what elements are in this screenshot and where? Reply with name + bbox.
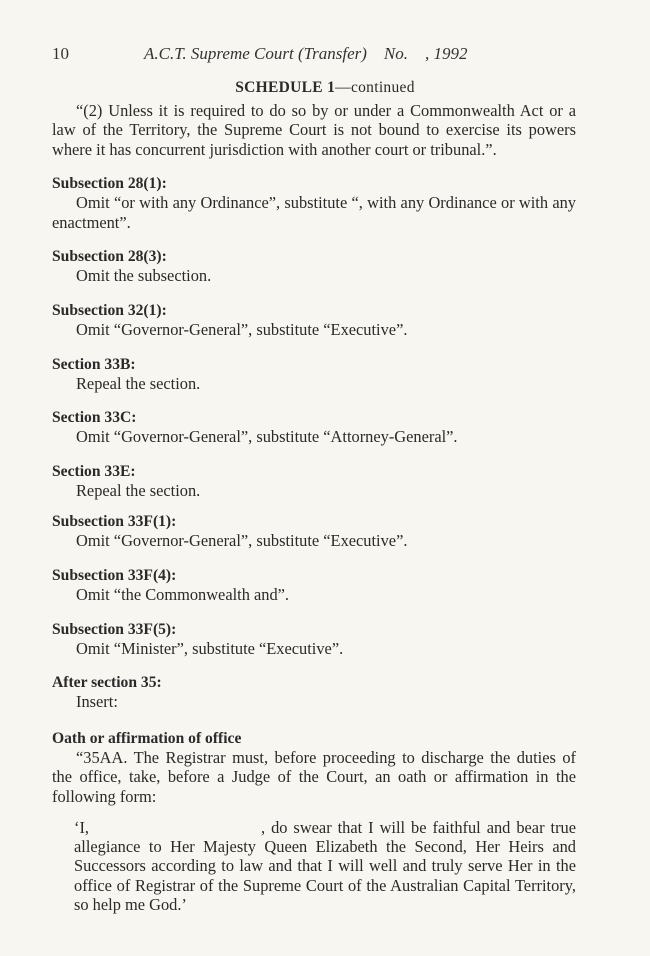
amendment-heading: Subsection 32(1): [52,302,167,319]
amendment-heading: Subsection 28(3): [52,248,167,266]
oath-quote-rest: , do swear that I will be faithful and bear true allegiance to Her Majesty Queen Elizabeth the Second, Her Heirs and Successors according to law and that I will well and truly serve Her in the office of Registrar of the Supreme Court of the Australian Capital Territory, so help me God.’ [74,817,576,914]
page-number: 10 [52,44,69,63]
schedule-continued: —continued [335,79,415,96]
amendment-text: Omit “Governor-General”, substitute “Executive”. [76,531,408,551]
amendment-heading: Section 33B: [52,355,136,373]
oath-quote [52,818,576,914]
amendment-heading: Section 33C: [52,409,137,427]
amendment-text: Omit “the Commonwealth and”. [76,584,290,604]
running-title: A.C.T. Supreme Court (Transfer) No. , 1992 [144,44,468,63]
amendment-text: Omit “Governor-General”, substitute “Attorney-General”. [76,427,458,447]
amendment-heading: Subsection 33F(4): [52,566,177,584]
oath-paragraph: “35AA. The Registrar must, before proceeding to discharge the duties of the office, take, before a Judge of the Court, an oath or affirmation in the following form: [52,747,576,806]
amendment-text: Repeal the section. [76,480,201,500]
schedule-heading [0,79,650,97]
amendment-text: Omit “Governor-General”, substitute “Executive”. [76,320,408,339]
amendment-heading: After section 35: [52,674,162,692]
schedule-title: SCHEDULE 1 [235,79,336,96]
amendment-heading: Section 33E: [52,462,136,480]
amendment-heading: Subsection 28(1): [52,175,167,193]
document-body [52,101,576,914]
intro-paragraph: “(2) Unless it is required to do so by or under a Commonwealth Act or a law of the Territory, the Supreme Court is not bound to exercise its powers where it has concurrent jurisdiction with another court or tribunal.”. [52,101,576,159]
amendment-text: Insert: [76,692,118,712]
amendment-text: Omit “Minister”, substitute “Executive”. [76,638,344,658]
amendment-text: Repeal the section. [76,373,201,393]
oath-quote-start: ‘I, [74,817,90,837]
amendment-heading: Subsection 33F(1): [52,513,177,531]
amendment-text: Omit “or with any Ordinance”, substitute “, with any Ordinance or with any enactment”. [52,193,576,232]
amendment-heading: Subsection 33F(5): [52,620,177,638]
amendment-text: Omit the subsection. [76,266,212,286]
oath-heading: Oath or affirmation of office [52,729,242,747]
